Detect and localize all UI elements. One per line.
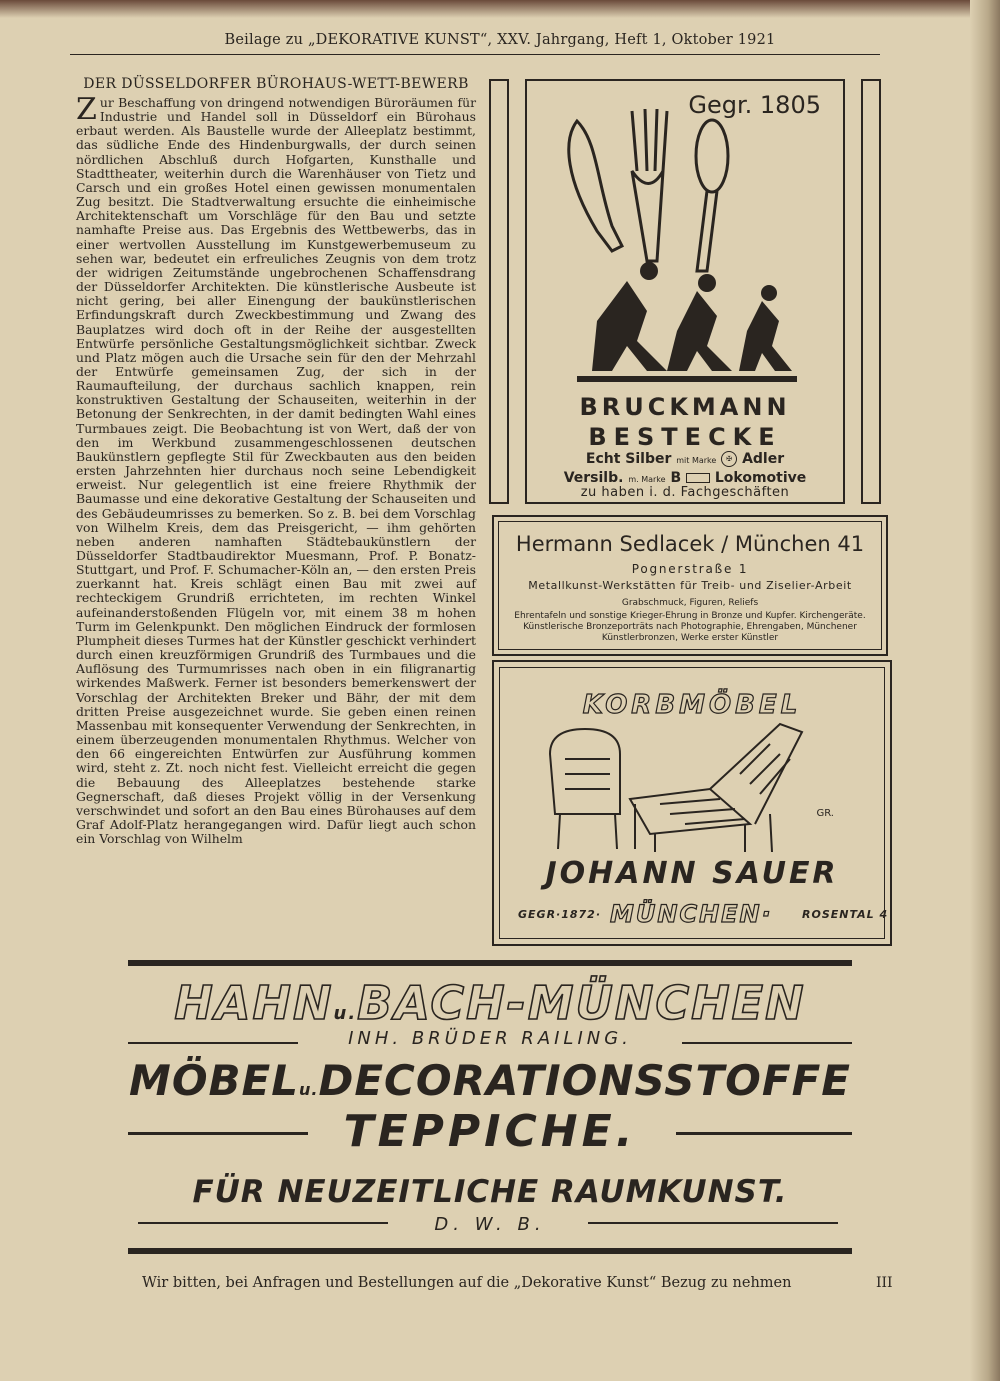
running-head: Beilage zu „DEKORATIVE KUNST“, XXV. Jahrgang, Heft 1, Oktober 1921: [224, 32, 776, 48]
decorationsstoffe-text: DECORATIONSSTOFFE: [318, 1056, 851, 1105]
header-rule: [70, 54, 880, 55]
versilb-text: Versilb.: [563, 470, 624, 486]
sedlacek-street: Pognerstraße 1: [631, 562, 749, 576]
wicker-chair-illustration: [540, 704, 840, 854]
hahn-moebel-line: [128, 1056, 852, 1105]
article-body: [76, 92, 476, 847]
ad-bruckmann: [489, 79, 881, 504]
founded-text: Gegr. 1805: [688, 91, 821, 119]
brand-bruckmann: BRUCKMANN: [579, 393, 791, 421]
echt-silber-text: Echt Silber: [585, 451, 672, 467]
sauer-inner-frame: [499, 667, 889, 939]
drop-cap: Z: [76, 92, 97, 127]
hahn-dwb: D. W. B.: [434, 1214, 546, 1235]
illustrator-signature: GR.: [816, 808, 834, 819]
mit-marke-text: mit Marke: [676, 456, 717, 465]
ad-hahn-bach: [128, 960, 852, 1258]
sedlacek-inner-frame: [498, 521, 882, 650]
bruckmann-panel: [525, 79, 845, 504]
locomotive-icon: [686, 473, 710, 483]
ad-right-bar: [861, 79, 881, 504]
hahn-bottom-rule: [128, 1248, 852, 1254]
echt-silber-line: [527, 451, 843, 467]
article-column: [76, 76, 476, 846]
footer-note: Wir bitten, bei Anfragen und Bestellungen auf die „Dekorative Kunst“ Bezug zu nehmen: [142, 1275, 792, 1291]
korbmoebel-title: KORBMÖBEL: [582, 690, 802, 720]
ad-left-bar: [489, 79, 509, 504]
johann-sauer-name: JOHANN SAUER: [545, 856, 839, 891]
sedlacek-workshop: Metallkunst-Werkstätten für Treib- und Ziselier-Arbeit: [528, 579, 852, 592]
eagle-icon: ✠: [721, 451, 737, 467]
und-text-2: u.: [299, 1080, 319, 1099]
hahn-top-rule: [128, 960, 852, 966]
article-title: DER DÜSSELDORFER BÜROHAUS-WETT-BEWERB: [83, 76, 469, 92]
page-top-edge: [0, 0, 1000, 18]
sedlacek-desc-2: Ehrentafeln und sonstige Krieger-Ehrung in Bronze und Kupfer. Kirchengeräte. Künstlerische Bronzeporträts nach Photographie, Ehrengaben, Münchener Künstlerbronzen, Werke erster Künstler: [514, 611, 866, 643]
moebel-text: MÖBEL: [129, 1056, 300, 1105]
sauer-founded: GEGR·1872·: [518, 908, 602, 921]
article-text: ur Beschaffung von dringend notwendigen Büroräumen für Industrie und Handel soll in Düsseldorf ein Bürohaus erbaut werden. Als Baustelle wurde der Alleeplatz bestimmt, das südliche Ende des Hindenburgwalls, der durch seinen nördlichen Abschluß durch Hofgarten, Kunsthalle und Stadttheater, weiterhin durch die Warenhäuser von Tietz und Carsch und ein großes Hotel einen gewissen monumentalen Zug besitzt. Die Stadtverwaltung ersuchte die einheimische Architektenschaft um Vorschläge für den Bau und setzte namhafte Preise aus. Das Ergebnis des Wettbewerbs, das in einer wertvollen Ausstellung im Kunstgewerbemuseum zu sehen war, bedeutet ein erfreuliches Zeugnis von dem trotz der widrigen Zeitumstände ungebrochenen Schaffensdrang der Düsseldorfer Architekten. Die künstlerische Ausbeute ist nicht gering, bei aller Einengung der baukünstlerischen Erfindungskraft durch Zweckbestimmung und Zwang des Bauplatzes wird doch oft in der Reihe der ausgestellten Entwürfe persönliche Gestaltungsmöglichkeit sichtbar. Zweck und Platz mögen auch die Ursache sein für den der Mehrzahl der Entwürfe gemeinsamen Zug, der sich in der Raumaufteilung, der durchaus sachlich knappen, rein konstruktiven Gestaltung der Schauseiten, weiterhin in der Betonung der Senkrechten, in der damit bedingten Wahl eines Turmbaues zeigt. Die Beobachtung ist von Wert, daß der von den im Werkbund zusammengeschlossenen deutschen Baukünstlern gepflegte Stil für Zweckbauten aus den beiden ersten Jahrzehnten hier durchaus noch seine Lebendigkeit erweist. Nur gelegentlich ist eine freiere Rhythmik der Baumasse und eine dekorative Gestaltung der Schauseiten und des Gebäudeumrisses zu bemerken. So z. B. bei dem Vorschlag von Wilhelm Kreis, dem das Preisgericht, — ihm gehörten neben anderen namhaften Städtebaukünstlern der Düsseldorfer Stadtbaudirektor Muesmann, Prof. P. Bonatz-Stuttgart, und Prof. F. Schumacher-Köln an, — den ersten Preis zuerkannt hat. Kreis schlägt einen Bau mit zwei auf rechteckigem Grundriß errichteten, im rechten Winkel aufeinanderstoßenden Flügeln vor, mit einem 38 m hohen Turm im Gelenkpunkt. Den möglichen Eindruck der formlosen Plumpheit dieses Turmes hat der Künstler geschickt verhindert durch einen kreuzförmigen Grundriß des Turmbaues und die Auflösung des Turmumrisses nach oben in ein filigranartig wirkendes Maßwerk. Ferner ist besonders bemerkenswert der Vorschlag der Architekten Breker und Bähr, der mit dem dritten Preise ausgezeichnet wurde. Sie geben einen reinen Massenbau mit konsequenter Verwendung der Senkrechten, in einem überzeugenden monumentalen Rhythmus. Welcher von den 66 eingereichten Entwürfen zur Ausführung kommen wird, steht z. Zt. noch nicht fest. Vielleicht erreicht die gegen die Bebauung des Alleeplatzes bestehende starke Gegnerschaft, daß dieses Projekt völlig in der Versenkung verschwindet und sofort an den Bau eines Bürohauses auf dem Graf Adolf-Platz herangegangen wird. Dafür liegt auch schon ein Vorschlag von Wilhelm: [76, 95, 476, 847]
page-number: III: [876, 1275, 893, 1291]
availability-text: zu haben i. d. Fachgeschäften: [580, 485, 790, 500]
sauer-address: ROSENTAL 4: [802, 908, 889, 921]
sedlacek-desc-1: Grabschmuck, Figuren, Reliefs: [621, 598, 759, 608]
cutlery-illustration: [557, 101, 817, 391]
hahn-bach-title: [128, 976, 852, 1030]
hahn-teppiche: TEPPICHE.: [343, 1106, 637, 1157]
hahn-owner: INH. BRÜDER RAILING.: [348, 1028, 632, 1049]
und-text: u.: [333, 1003, 358, 1024]
bach-muenchen-text: BACH-MÜNCHEN: [357, 976, 806, 1030]
versilbert-line: [527, 470, 843, 486]
ad-sedlacek: [492, 515, 888, 656]
adler-text: Adler: [742, 451, 785, 467]
b-mark: B: [670, 470, 682, 486]
sauer-city: MÜNCHEN·: [610, 900, 773, 928]
m-marke-text: m. Marke: [628, 475, 666, 484]
lokomotive-text: Lokomotive: [714, 470, 807, 486]
page-binding-edge: [970, 0, 1000, 1381]
sedlacek-name: Hermann Sedlacek / München 41: [515, 532, 865, 556]
hahn-text: HAHN: [174, 976, 334, 1030]
hahn-raumkunst: FÜR NEUZEITLICHE RAUMKUNST.: [192, 1174, 788, 1210]
ad-johann-sauer: [492, 660, 892, 946]
brand-bestecke: BESTECKE: [588, 423, 782, 451]
